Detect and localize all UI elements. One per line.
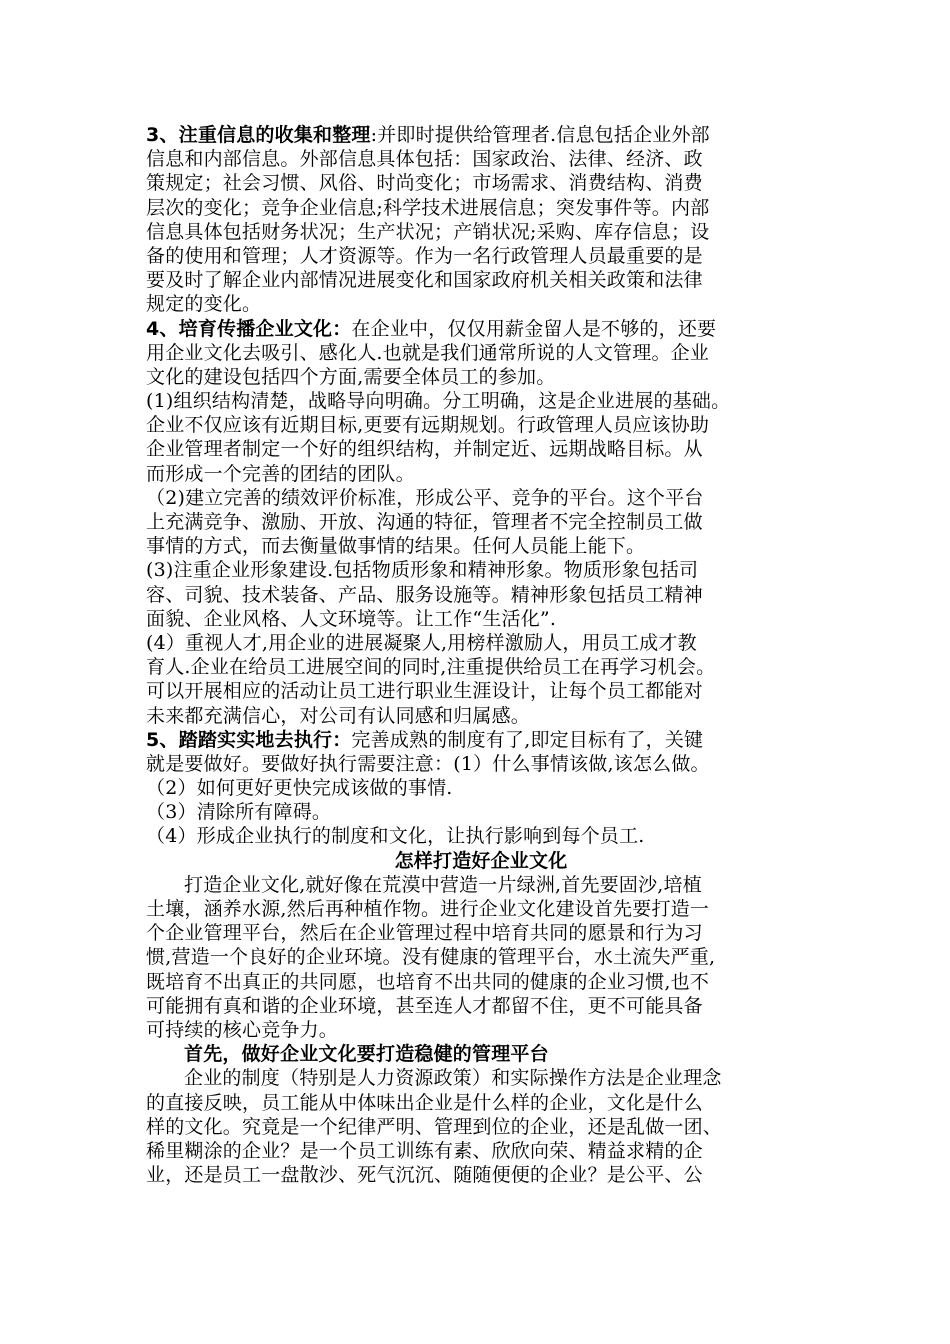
section-5-line-1 — [146, 728, 816, 752]
body-line: 稀里糊涂的企业？是一个员工训练有素、欣欣向荣、精益求精的企 — [146, 1139, 703, 1162]
body-line: 样的文化。究竟是一个纪律严明、管理到位的企业，还是乱做一团、 — [146, 1115, 723, 1138]
body-line: 的直接反映，员工能从中体味出企业是什么样的企业，文化是什么 — [146, 1091, 703, 1114]
section-5-heading: 5、踏踏实实地去执行： — [146, 728, 352, 751]
section-4-line: （2)建立完善的绩效评价标准，形成公平、竞争的平台。这个平台 — [146, 486, 704, 509]
section-3-text: :并即时提供给管理者.信息包括企业外部 — [370, 124, 710, 146]
intro-line: 可持续的核心竞争力。 — [146, 1018, 339, 1041]
section-4-line: (3)注重企业形象建设.包括物质形象和精神形象。物质形象包括司 — [146, 559, 699, 582]
section-3-line: 策规定；社会习惯、风俗、时尚变化；市场需求、消费结构、消费 — [146, 172, 703, 195]
section-4-line: 面貌、企业风格、人文环境等。让工作“生活化”. — [146, 607, 557, 630]
section-4-line: (1)组织结构清楚，战略导向明确。分工明确，这是企业进展的基础。 — [146, 390, 731, 413]
section-3-line: 备的使用和管理；人才资源等。作为一名行政管理人员最重要的是 — [146, 244, 703, 267]
section-5-line: （2）如何更好更快完成该做的事情. — [146, 777, 453, 800]
intro-line: 打造企业文化,就好像在荒漠中营造一片绿洲,首先要固沙,培植 — [184, 873, 702, 896]
section-3-line: 层次的变化；竞争企业信息;科学技术进展信息；突发事件等。内部 — [146, 196, 710, 219]
section-4-line: 事情的方式，而去衡量做事情的结果。任何人员能上能下。 — [146, 535, 646, 558]
section-3-heading: 3、注重信息的收集和整理 — [146, 124, 371, 146]
intro-line: 个企业管理平台，然后在企业管理过程中培育共同的愿景和行为习 — [146, 922, 703, 945]
intro-line: 既培育不出真正的共同愿，也培育不出共同的健康的企业习惯,也不 — [146, 970, 710, 993]
section-4-line: 育人.企业在给员工进展空间的同时,注重提供给员工在再学习机会。 — [146, 656, 716, 679]
section-3-line: 规定的变化。 — [146, 293, 262, 316]
section-4-heading: 4、培育传播企业文化： — [146, 317, 352, 340]
section-5-line: 就是要做好。要做好执行需要注意：(1）什么事情该做,该怎么做。 — [146, 752, 710, 775]
section-4-line: (4）重视人才,用企业的进展凝聚人,用榜样激励人，用员工成才教 — [146, 631, 697, 654]
section-4-line: 企业不仅应该有近期目标,更要有远期规划。行政管理人员应该协助 — [146, 414, 710, 437]
document-body — [146, 123, 816, 1187]
body-line: 企业的制度（特别是人力资源政策）和实际操作方法是企业理念 — [184, 1067, 722, 1090]
section-4-line: 可以开展相应的活动让员工进行职业生涯设计，让每个员工都能对 — [146, 680, 703, 703]
section-3-line: 要及时了解企业内部情况进展变化和国家政府机关相关政策和法律 — [146, 269, 703, 292]
subheading: 首先，做好企业文化要打造稳健的管理平台 — [184, 1043, 549, 1066]
section-4-line: 而形成一个完善的团结的团队。 — [146, 462, 415, 485]
document-title: 怎样打造好企业文化 — [394, 849, 568, 872]
section-4-line: 文化的建设包括四个方面,需要全体员工的参加。 — [146, 365, 556, 388]
intro-line: 可能拥有真和谐的企业环境，甚至连人才都留不住，更不可能具备 — [146, 994, 703, 1017]
section-3-line: 信息和内部信息。外部信息具体包括：国家政治、法律、经济、政 — [146, 148, 703, 171]
section-4-text: 在企业中，仅仅用薪金留人是不够的，还要 — [351, 317, 717, 340]
section-4-line: 企业管理者制定一个好的组织结构，并制定近、远期战略目标。从 — [146, 438, 703, 461]
section-4-line-1 — [146, 317, 816, 341]
section-3-line: 信息具体包括财务状况；生产状况；产销状况;采购、库存信息；设 — [146, 220, 710, 243]
intro-line: 土壤，涵养水源,然后再种植作物。进行企业文化建设首先要打造一 — [146, 898, 710, 920]
section-5-text: 完善成熟的制度有了,即定目标有了，关键 — [351, 728, 704, 751]
section-5-line: （3）清除所有障碍。 — [146, 801, 332, 824]
intro-line: 惯,营造一个良好的企业环境。没有健康的管理平台，水土流失严重, — [146, 946, 716, 969]
section-5-line: （4）形成企业执行的制度和文化，让执行影响到每个员工. — [146, 825, 645, 848]
section-3-line-1 — [146, 123, 816, 147]
section-4-line: 容、司貌、技术装备、产品、服务设施等。精神形象包括员工精神 — [146, 583, 703, 606]
section-4-line: 上充满竞争、激励、开放、沟通的特征，管理者不完全控制员工做 — [146, 511, 703, 533]
section-4-line: 用企业文化去吸引、感化人.也就是我们通常所说的人文管理。企业 — [146, 341, 710, 364]
section-4-line: 未来都充满信心，对公司有认同感和归属感。 — [146, 704, 531, 727]
body-line: 业，还是员工一盘散沙、死气沉沉、随随便便的企业？是公平、公 — [146, 1164, 703, 1187]
